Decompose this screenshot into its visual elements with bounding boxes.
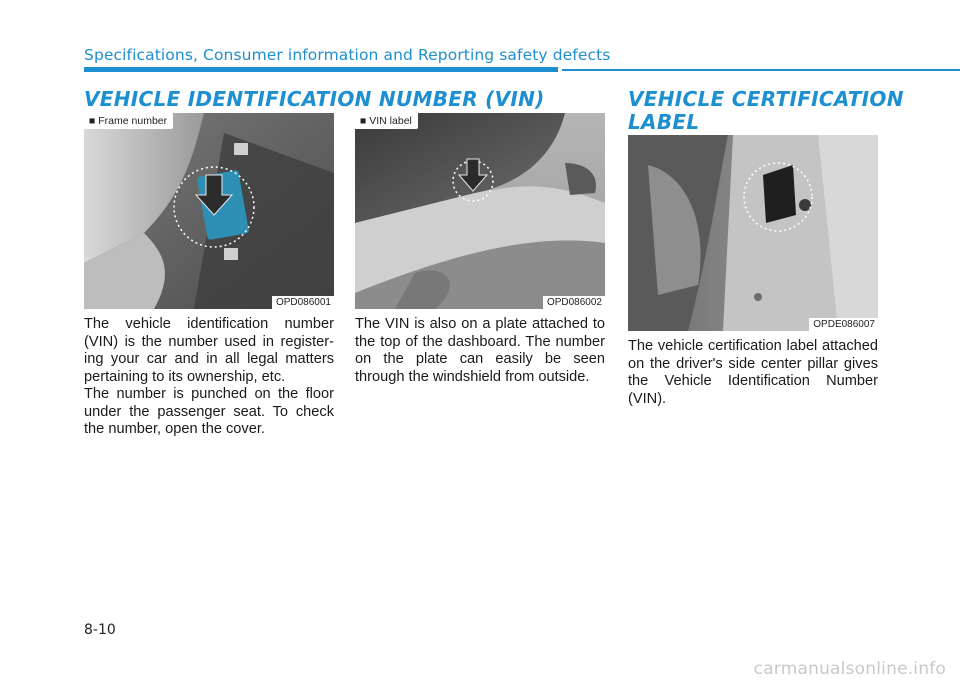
cert-title-line-2: LABEL — [628, 110, 700, 134]
vin-label-caption: ■ VIN label — [355, 113, 418, 129]
page-number: 8-10 — [84, 622, 116, 638]
vin-paragraph-1: The vehicle identification number (VIN) is the number used in register-ing your car and in all legal matters pertaining to its ownership, etc. — [84, 316, 334, 385]
header-rule — [562, 69, 960, 71]
cert-label-illustration — [628, 135, 878, 331]
frame-number-caption: ■ Frame number — [84, 113, 173, 129]
frame-number-figure — [84, 113, 334, 309]
cert-section-title — [628, 88, 904, 134]
certification-label-shape — [763, 165, 796, 223]
watermark: carmanualsonline.info — [753, 659, 946, 679]
frame-number-figure-code: OPD086001 — [272, 296, 334, 309]
frame-number-illustration — [84, 113, 334, 309]
vin-section-title: VEHICLE IDENTIFICATION NUMBER (VIN) — [84, 87, 545, 111]
cert-label-figure-code: OPDE086007 — [809, 318, 878, 331]
chapter-header: Specifications, Consumer information and Reporting safety defects — [84, 46, 611, 64]
vin-paragraph-3: The VIN is also on a plate attached to the top of the dashboard. The number on the plate can easily be seen through the windshield from outside. — [355, 316, 605, 385]
cert-paragraph: The vehicle certification label attached on the driver's side center pillar gives the Vehicle Identification Number (VIN). — [628, 338, 878, 407]
vin-label-figure — [355, 113, 605, 309]
header-accent-bar — [84, 67, 558, 72]
vin-label-figure-code: OPD086002 — [543, 296, 605, 309]
vin-paragraph-2: The number is punched on the floor under the passenger seat. To check the number, open the cover. — [84, 386, 334, 438]
vin-label-illustration — [355, 113, 605, 309]
cert-label-figure — [628, 135, 878, 331]
cert-title-line-1: VEHICLE CERTIFICATION — [628, 87, 904, 111]
